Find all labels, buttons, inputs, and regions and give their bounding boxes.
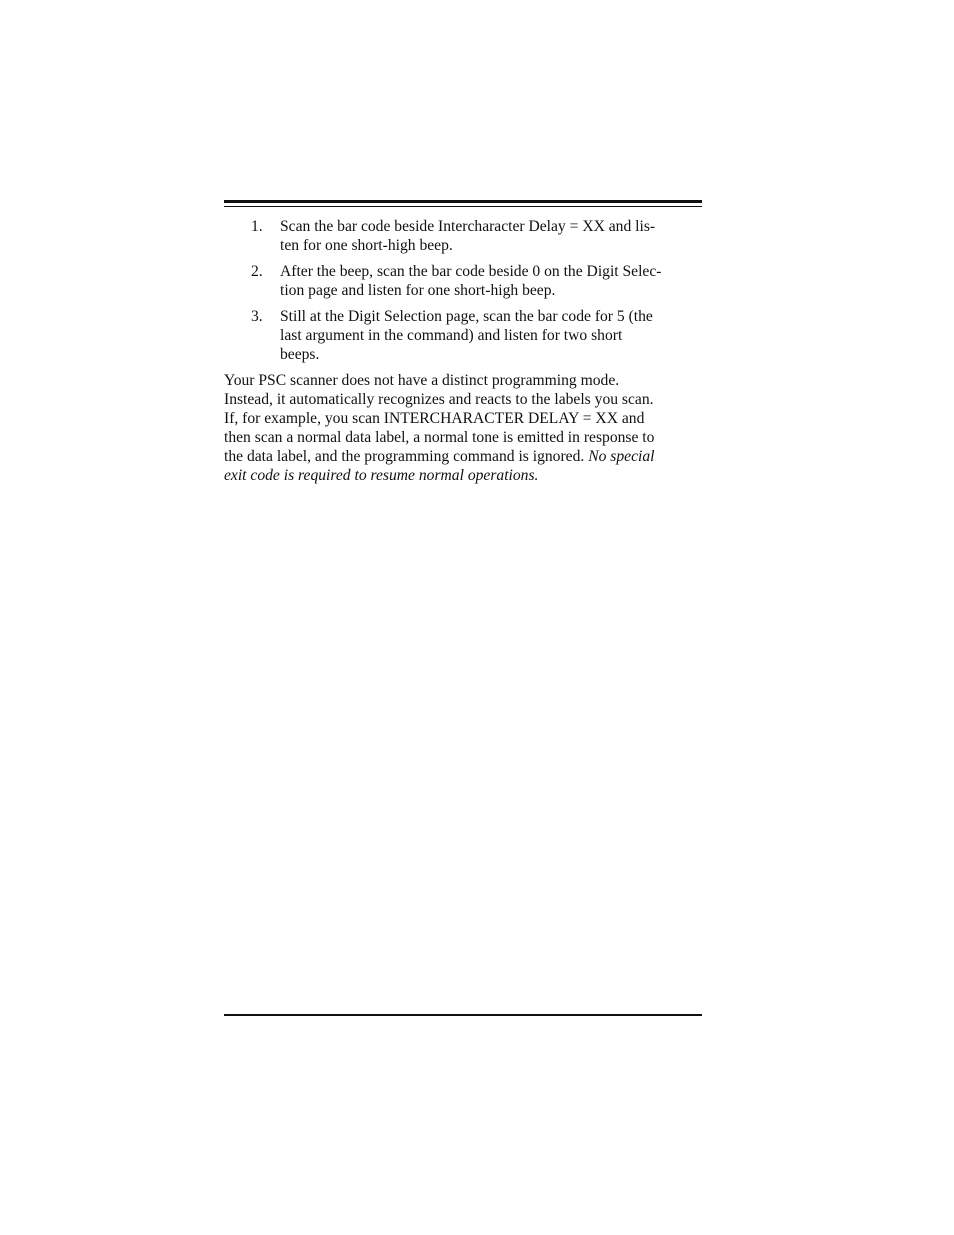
footer-rule bbox=[224, 1014, 702, 1016]
instruction-steps bbox=[224, 217, 702, 364]
step-text-line: ten for one short-high beep. bbox=[280, 237, 453, 254]
paragraph-line: If, for example, you scan INTERCHARACTER DELAY = XX and bbox=[224, 410, 645, 427]
emphasis-text: No special bbox=[588, 448, 655, 465]
step-text-line: Still at the Digit Selection page, scan the bar code for 5 (the bbox=[280, 308, 653, 325]
paragraph-line bbox=[224, 447, 702, 466]
step-number: 3. bbox=[251, 308, 263, 325]
step-number: 1. bbox=[251, 218, 263, 235]
paragraph-line: then scan a normal data label, a normal tone is emitted in response to bbox=[224, 429, 655, 446]
step-text-line: last argument in the command) and listen for two short bbox=[280, 327, 623, 344]
step-2 bbox=[224, 262, 702, 300]
emphasis-text: exit code is required to resume normal operations. bbox=[224, 467, 539, 484]
paragraph-text: the data label, and the programming command is ignored. bbox=[224, 448, 589, 465]
step-text-line: Scan the bar code beside Intercharacter Delay = XX and lis- bbox=[280, 218, 656, 235]
step-number: 2. bbox=[251, 263, 263, 280]
step-text-line: tion page and listen for one short-high beep. bbox=[280, 282, 556, 299]
step-text-line: beeps. bbox=[280, 346, 320, 363]
paragraph-line: Your PSC scanner does not have a distinct programming mode. bbox=[224, 372, 620, 389]
page-body bbox=[224, 217, 702, 485]
step-3 bbox=[224, 307, 702, 364]
paragraph-line: Instead, it automatically recognizes and reacts to the labels you scan. bbox=[224, 391, 654, 408]
header-rule-thin bbox=[224, 206, 702, 207]
header-rule-thick bbox=[224, 200, 702, 203]
step-text-line: After the beep, scan the bar code beside 0 on the Digit Selec- bbox=[280, 263, 662, 280]
step-1 bbox=[224, 217, 702, 255]
body-paragraph bbox=[224, 371, 702, 485]
